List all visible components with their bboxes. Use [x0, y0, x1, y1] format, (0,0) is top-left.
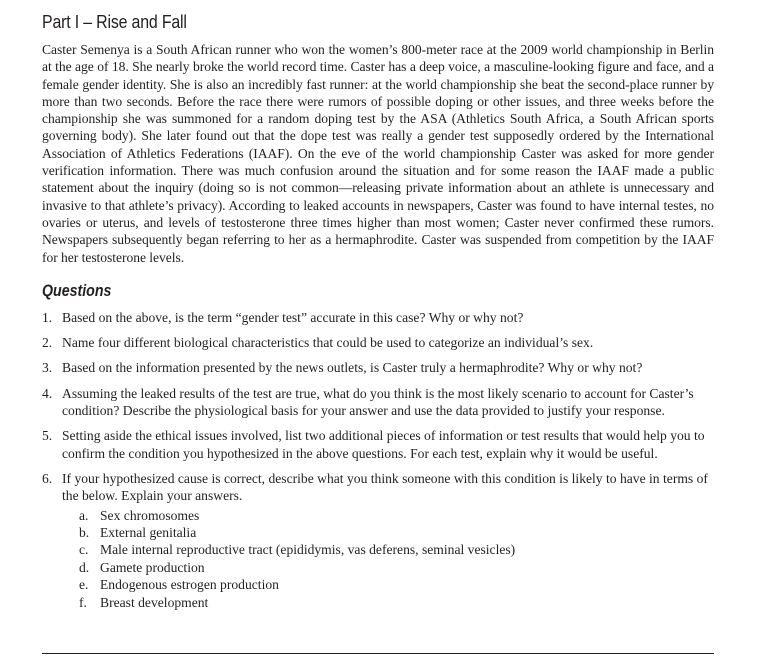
- sub-item: [79, 594, 714, 611]
- question-item: [42, 427, 714, 462]
- sub-item-letter: d.: [79, 559, 90, 575]
- sub-item-letter: e.: [79, 577, 89, 593]
- question-item: [42, 359, 714, 376]
- document-page: [42, 10, 714, 619]
- question-text: Based on the above, is the term “gender test” accurate in this case? Why or why not?: [62, 309, 524, 325]
- section-title: Part I – Rise and Fall: [42, 11, 187, 32]
- sub-item-text: Endogenous estrogen production: [100, 577, 279, 593]
- question-number: 6.: [42, 470, 53, 486]
- sub-item: [79, 541, 714, 558]
- sub-item-letter: c.: [79, 542, 89, 558]
- sub-item: [79, 576, 714, 593]
- question-item: [42, 470, 714, 611]
- sub-item-letter: b.: [79, 524, 90, 540]
- question-text: If your hypothesized cause is correct, describe what you think someone with this condition is likely to have in terms of the below. Explain your answers.: [62, 470, 708, 504]
- sub-item-text: Gamete production: [100, 559, 205, 575]
- bottom-divider: [42, 653, 714, 654]
- sub-item-text: Breast development: [100, 594, 209, 610]
- question-item: [42, 385, 714, 420]
- sub-item-text: Sex chromosomes: [100, 507, 200, 523]
- questions-list: [42, 309, 714, 611]
- intro-paragraph: Caster Semenya is a South African runner who won the women’s 800-meter race at the 2009 world championship in Berlin at the age of 18. She nearly broke the world record time. Caster has a deep voice, a masculine-looking figure and face, and a female gender identity. She is also an incredibly fast runner: at the world championship she beat the second-place runner by more than two seconds. Before the race there were rumors of possible doping or other issues, and three weeks before the championship she was summoned for a random doping test by the ASA (Athletics South Africa, a South African sports governing body). She later found out that the dope test was really a gender test supposedly ordered by the International Association of Athletics Federations (IAAF). On the eve of the world championship Caster was asked for more gender verification information. There was much confusion around the situation and for some reason the IAAF made a public statement about the inquiry (doing so is not common—releasing private information about an athlete is unnecessary and invasive to that athlete’s privacy). According to leaked accounts in newspapers, Caster was found to have internal testes, no ovaries or uterus, and levels of testosterone three times higher than most women; Caster never confirmed these rumors. Newspapers subsequently began referring to her as a hermaphrodite. Caster was suspended from competition by the IAAF for her testosterone levels.: [42, 42, 714, 265]
- question-number: 5.: [42, 428, 53, 444]
- questions-heading: Questions: [42, 281, 112, 300]
- question-text: Assuming the leaked results of the test are true, what do you think is the most likely scenario to account for Caster’s condition? Describe the physiological basis for your answer and use the data provided to justify your response.: [62, 385, 694, 419]
- sub-item: [79, 524, 714, 541]
- question-item: [42, 334, 714, 351]
- sub-item-letter: f.: [79, 594, 87, 610]
- question-number: 1.: [42, 309, 53, 325]
- sub-item-text: Male internal reproductive tract (epididymis, vas deferens, seminal vesicles): [100, 542, 516, 558]
- question-item: [42, 309, 714, 326]
- sub-item-letter: a.: [79, 507, 89, 523]
- question-text: Setting aside the ethical issues involved, list two additional pieces of information or test results that would help you to confirm the condition you hypothesized in the above questions. For each test, explain why it would be useful.: [62, 428, 705, 461]
- question-text: Name four different biological characteristics that could be used to categorize an individual’s sex.: [62, 335, 594, 351]
- sub-item: [79, 559, 714, 576]
- sub-item: [79, 507, 714, 524]
- sub-question-list: [62, 507, 714, 611]
- question-number: 2.: [42, 335, 53, 351]
- sub-item-text: External genitalia: [100, 524, 197, 540]
- question-number: 4.: [42, 385, 53, 401]
- question-number: 3.: [42, 360, 53, 376]
- question-text: Based on the information presented by the news outlets, is Caster truly a hermaphrodite? Why or why not?: [62, 360, 643, 376]
